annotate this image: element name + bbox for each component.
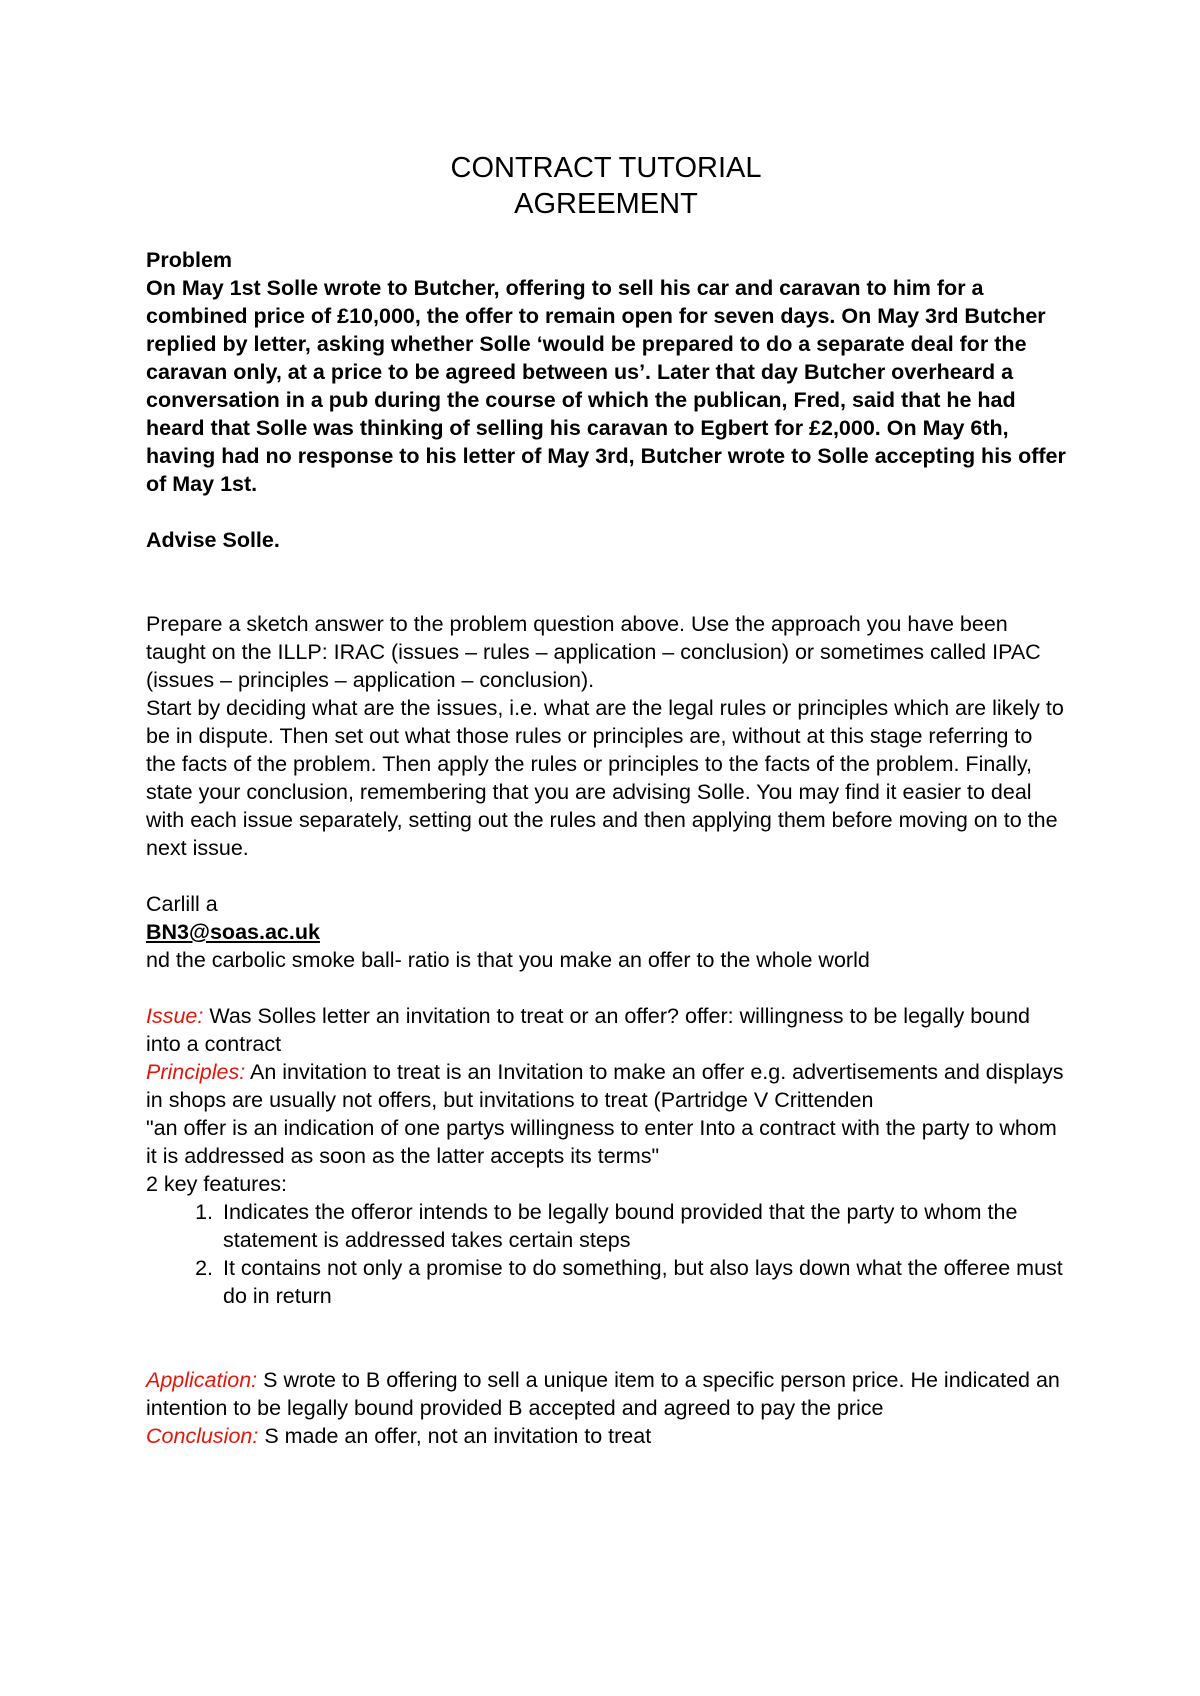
problem-heading: Problem (146, 248, 233, 272)
notes-section (146, 890, 1066, 974)
issue-paragraph (146, 1002, 1066, 1058)
principles-text: An invitation to treat is an Invitation to make an offer e.g. advertisements and displays in shops are usually not offers, but invitations to treat (Partridge V Crittenden (146, 1060, 1064, 1112)
email-link[interactable]: BN3@soas.ac.uk (146, 920, 320, 944)
notes-line-2: nd the carbolic smoke ball- ratio is that you make an offer to the whole world (146, 948, 870, 972)
title-block (146, 150, 1066, 222)
application-block (146, 1366, 1066, 1450)
instructions-paragraph-1: Prepare a sketch answer to the problem question above. Use the approach you have been taught on the ILLP: IRAC (issues – rules – application – conclusion) or sometimes called IPAC (issues – principles – application – conclusion). (146, 612, 1041, 692)
issue-label: Issue: (146, 1004, 204, 1028)
problem-text: On May 1st Solle wrote to Butcher, offering to sell his car and caravan to him for a combined price of £10,000, the offer to remain open for seven days. On May 3rd Butcher replied by letter, asking whether Solle ‘would be prepared to do a separate deal for the caravan only, at a price to be agreed between us’. Later that day Butcher overheard a conversation in a pub during the course of which the publican, Fred, said that he had heard that Solle was thinking of selling his caravan to Egbert for £2,000. On May 6th, having had no response to his letter of May 3rd, Butcher wrote to Solle accepting his offer of May 1st. (146, 276, 1066, 496)
instructions-section (146, 610, 1066, 862)
instructions-paragraph-2: Start by deciding what are the issues, i.e. what are the legal rules or principles which are likely to be in dispute. Then set out what those rules or principles are, without at this stage referring to the facts of the problem. Then apply the rules or principles to the facts of the problem. Finally, state your conclusion, remembering that you are advising Solle. You may find it easier to deal with each issue separately, setting out the rules and then applying them before moving on to the next issue. (146, 696, 1064, 860)
features-list (146, 1198, 1066, 1310)
document-title: CONTRACT TUTORIAL (450, 152, 762, 184)
list-item: 2. It contains not only a promise to do something, but also lays down what the offeree must do in return (219, 1254, 1066, 1310)
offer-definition-quote: "an offer is an indication of one partys willingness to enter Into a contract with the party to whom it is addressed as soon as the latter accepts its terms" (146, 1116, 1057, 1168)
application-paragraph (146, 1366, 1066, 1422)
application-label: Application: (146, 1368, 258, 1392)
application-text: S wrote to B offering to sell a unique item to a specific person price. He indicated an intention to be legally bound provided B accepted and agreed to pay the price (146, 1368, 1060, 1420)
conclusion-label: Conclusion: (146, 1424, 259, 1448)
conclusion-text: S made an offer, not an invitation to treat (258, 1424, 652, 1448)
document-page (146, 150, 1066, 1450)
principles-label: Principles: (146, 1060, 246, 1084)
conclusion-paragraph (146, 1422, 1066, 1450)
issue-text: Was Solles letter an invitation to treat or an offer? offer: willingness to be legally bound into a contract (146, 1004, 1031, 1056)
list-item: 1. Indicates the offeror intends to be legally bound provided that the party to whom the statement is addressed takes certain steps (219, 1198, 1066, 1254)
notes-line-1: Carlill a (146, 892, 218, 916)
document-subtitle: AGREEMENT (514, 188, 698, 220)
principles-paragraph (146, 1058, 1066, 1114)
problem-section (146, 246, 1066, 554)
features-intro: 2 key features: (146, 1172, 288, 1196)
advise-instruction: Advise Solle. (146, 528, 280, 552)
analysis-section (146, 1002, 1066, 1450)
